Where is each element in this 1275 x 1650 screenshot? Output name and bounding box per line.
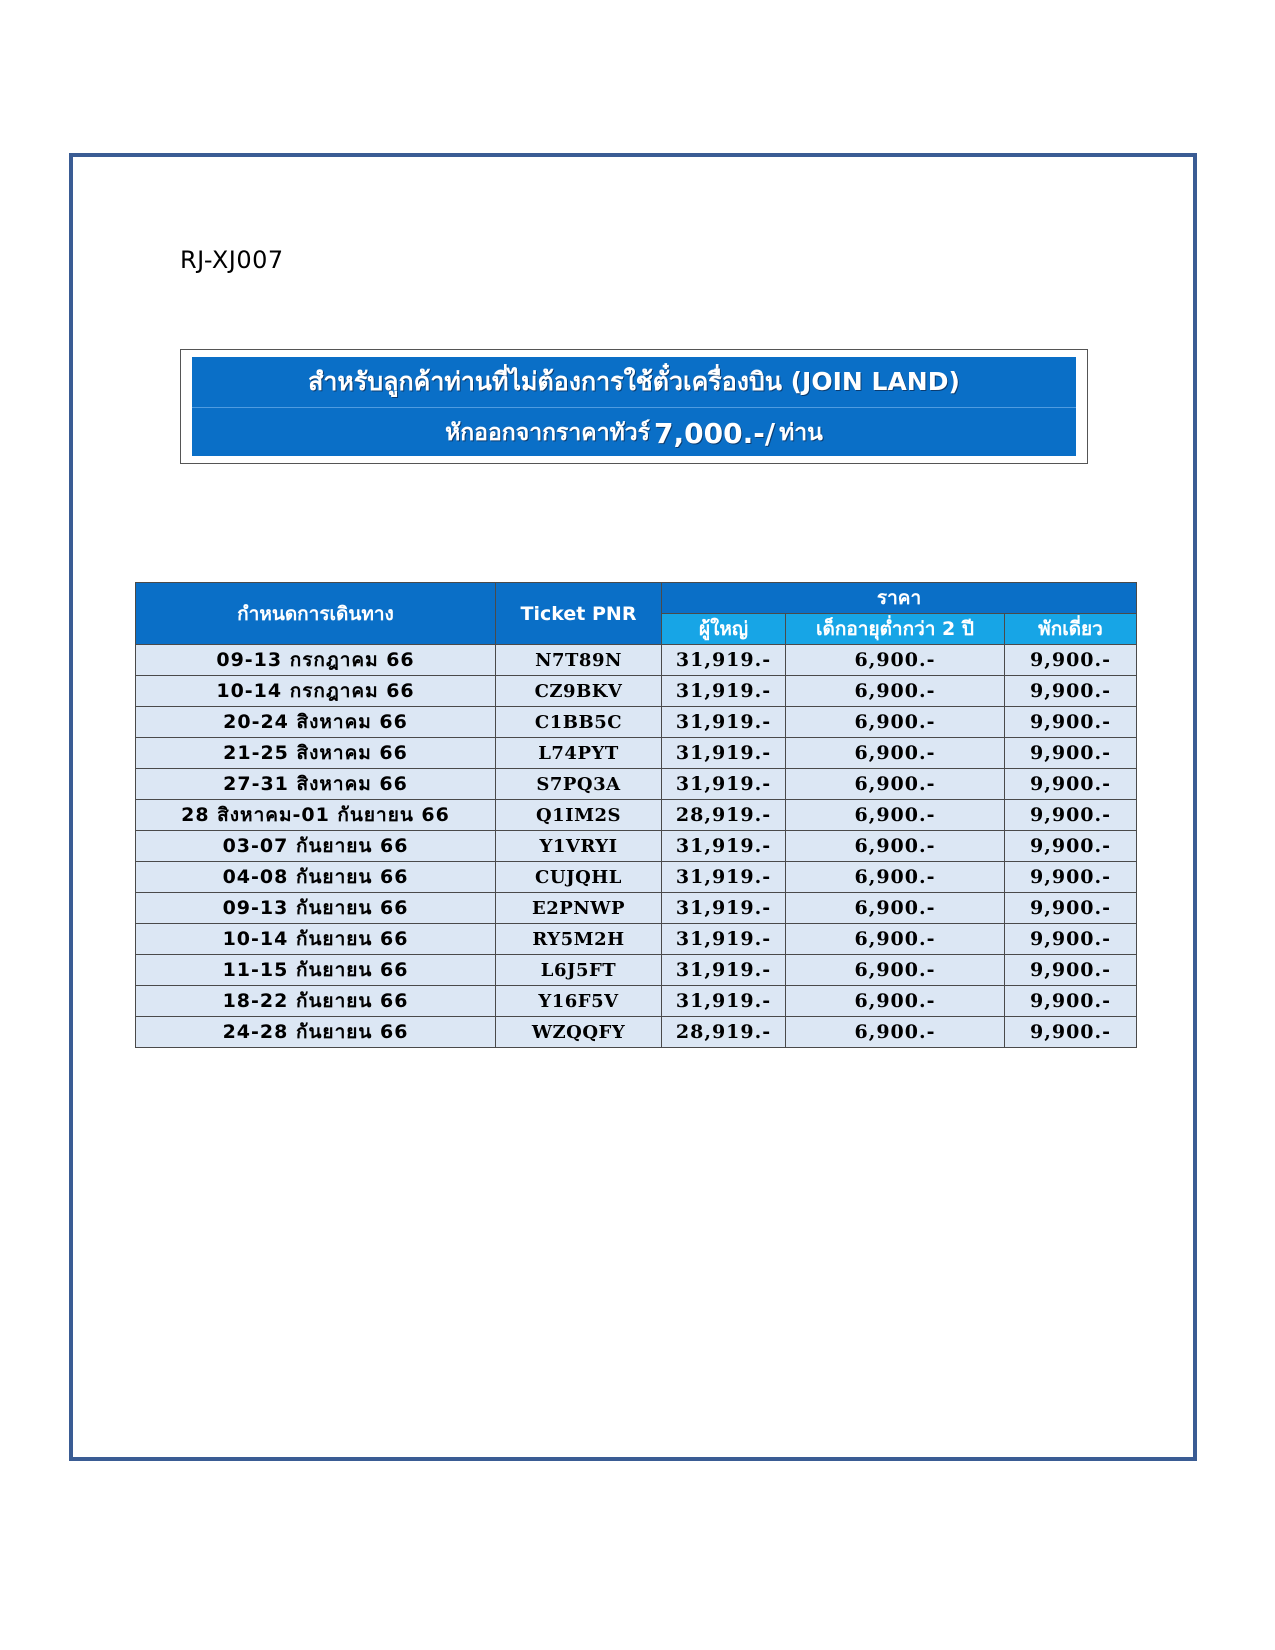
- table-row: [136, 1017, 1137, 1048]
- banner-deduction: [192, 407, 1076, 458]
- cell-child-price: 6,900.-: [786, 645, 1005, 676]
- header-single: พักเดี่ยว: [1005, 614, 1137, 645]
- header-child: เด็กอายุต่ำกว่า 2 ปี: [786, 614, 1005, 645]
- table-row: [136, 676, 1137, 707]
- table-row: [136, 769, 1137, 800]
- cell-single-price: 9,900.-: [1005, 831, 1137, 862]
- cell-child-price: 6,900.-: [786, 676, 1005, 707]
- cell-date: 27-31 สิงหาคม 66: [136, 769, 496, 800]
- cell-child-price: 6,900.-: [786, 893, 1005, 924]
- join-land-banner-body: [192, 357, 1076, 456]
- table-row: [136, 986, 1137, 1017]
- cell-single-price: 9,900.-: [1005, 955, 1137, 986]
- table-row: [136, 893, 1137, 924]
- table-row: [136, 800, 1137, 831]
- cell-pnr: C1BB5C: [496, 707, 662, 738]
- cell-adult-price: 31,919.-: [662, 893, 786, 924]
- cell-adult-price: 31,919.-: [662, 862, 786, 893]
- cell-date: 10-14 กรกฎาคม 66: [136, 676, 496, 707]
- table-row: [136, 738, 1137, 769]
- cell-child-price: 6,900.-: [786, 924, 1005, 955]
- cell-date: 10-14 กันยายน 66: [136, 924, 496, 955]
- cell-date: 24-28 กันยายน 66: [136, 1017, 496, 1048]
- cell-pnr: S7PQ3A: [496, 769, 662, 800]
- cell-single-price: 9,900.-: [1005, 676, 1137, 707]
- table-row: [136, 707, 1137, 738]
- cell-child-price: 6,900.-: [786, 986, 1005, 1017]
- cell-date: 09-13 กันยายน 66: [136, 893, 496, 924]
- table-body: [136, 645, 1137, 1048]
- cell-pnr: Q1IM2S: [496, 800, 662, 831]
- cell-pnr: CZ9BKV: [496, 676, 662, 707]
- cell-single-price: 9,900.-: [1005, 986, 1137, 1017]
- header-adult: ผู้ใหญ่: [662, 614, 786, 645]
- cell-child-price: 6,900.-: [786, 738, 1005, 769]
- cell-date: 28 สิงหาคม-01 กันยายน 66: [136, 800, 496, 831]
- cell-pnr: N7T89N: [496, 645, 662, 676]
- cell-pnr: Y16F5V: [496, 986, 662, 1017]
- deduction-unit: ท่าน: [779, 420, 823, 446]
- cell-adult-price: 31,919.-: [662, 707, 786, 738]
- price-table: [135, 582, 1137, 1048]
- cell-child-price: 6,900.-: [786, 707, 1005, 738]
- cell-adult-price: 31,919.-: [662, 769, 786, 800]
- cell-adult-price: 31,919.-: [662, 924, 786, 955]
- cell-single-price: 9,900.-: [1005, 1017, 1137, 1048]
- cell-child-price: 6,900.-: [786, 800, 1005, 831]
- cell-date: 20-24 สิงหาคม 66: [136, 707, 496, 738]
- header-pnr: Ticket PNR: [496, 583, 662, 645]
- cell-child-price: 6,900.-: [786, 769, 1005, 800]
- cell-single-price: 9,900.-: [1005, 893, 1137, 924]
- cell-adult-price: 31,919.-: [662, 645, 786, 676]
- join-land-banner: [180, 349, 1088, 464]
- cell-adult-price: 31,919.-: [662, 986, 786, 1017]
- cell-pnr: RY5M2H: [496, 924, 662, 955]
- cell-pnr: CUJQHL: [496, 862, 662, 893]
- cell-single-price: 9,900.-: [1005, 738, 1137, 769]
- cell-adult-price: 31,919.-: [662, 831, 786, 862]
- header-schedule: กำหนดการเดินทาง: [136, 583, 496, 645]
- cell-single-price: 9,900.-: [1005, 862, 1137, 893]
- document-code: RJ-XJ007: [180, 246, 284, 274]
- deduction-label: หักออกจากราคาทัวร์: [445, 420, 651, 446]
- cell-pnr: L6J5FT: [496, 955, 662, 986]
- table-row: [136, 924, 1137, 955]
- cell-date: 11-15 กันยายน 66: [136, 955, 496, 986]
- cell-date: 21-25 สิงหาคม 66: [136, 738, 496, 769]
- cell-child-price: 6,900.-: [786, 862, 1005, 893]
- cell-adult-price: 28,919.-: [662, 1017, 786, 1048]
- table-row: [136, 645, 1137, 676]
- cell-child-price: 6,900.-: [786, 955, 1005, 986]
- cell-child-price: 6,900.-: [786, 1017, 1005, 1048]
- cell-pnr: E2PNWP: [496, 893, 662, 924]
- cell-pnr: L74PYT: [496, 738, 662, 769]
- cell-adult-price: 31,919.-: [662, 955, 786, 986]
- header-price-group: ราคา: [662, 583, 1137, 614]
- cell-date: 03-07 กันยายน 66: [136, 831, 496, 862]
- banner-title: สำหรับลูกค้าท่านที่ไม่ต้องการใช้ตั๋วเครื่องบิน (JOIN LAND): [308, 367, 960, 396]
- table-row: [136, 955, 1137, 986]
- cell-adult-price: 31,919.-: [662, 738, 786, 769]
- cell-pnr: WZQQFY: [496, 1017, 662, 1048]
- cell-single-price: 9,900.-: [1005, 769, 1137, 800]
- cell-pnr: Y1VRYI: [496, 831, 662, 862]
- table-row: [136, 862, 1137, 893]
- cell-single-price: 9,900.-: [1005, 924, 1137, 955]
- cell-single-price: 9,900.-: [1005, 645, 1137, 676]
- deduction-amount: 7,000.-/: [654, 416, 776, 450]
- cell-date: 09-13 กรกฎาคม 66: [136, 645, 496, 676]
- cell-single-price: 9,900.-: [1005, 707, 1137, 738]
- cell-single-price: 9,900.-: [1005, 800, 1137, 831]
- table-row: [136, 831, 1137, 862]
- cell-date: 18-22 กันยายน 66: [136, 986, 496, 1017]
- cell-date: 04-08 กันยายน 66: [136, 862, 496, 893]
- cell-adult-price: 28,919.-: [662, 800, 786, 831]
- cell-child-price: 6,900.-: [786, 831, 1005, 862]
- cell-adult-price: 31,919.-: [662, 676, 786, 707]
